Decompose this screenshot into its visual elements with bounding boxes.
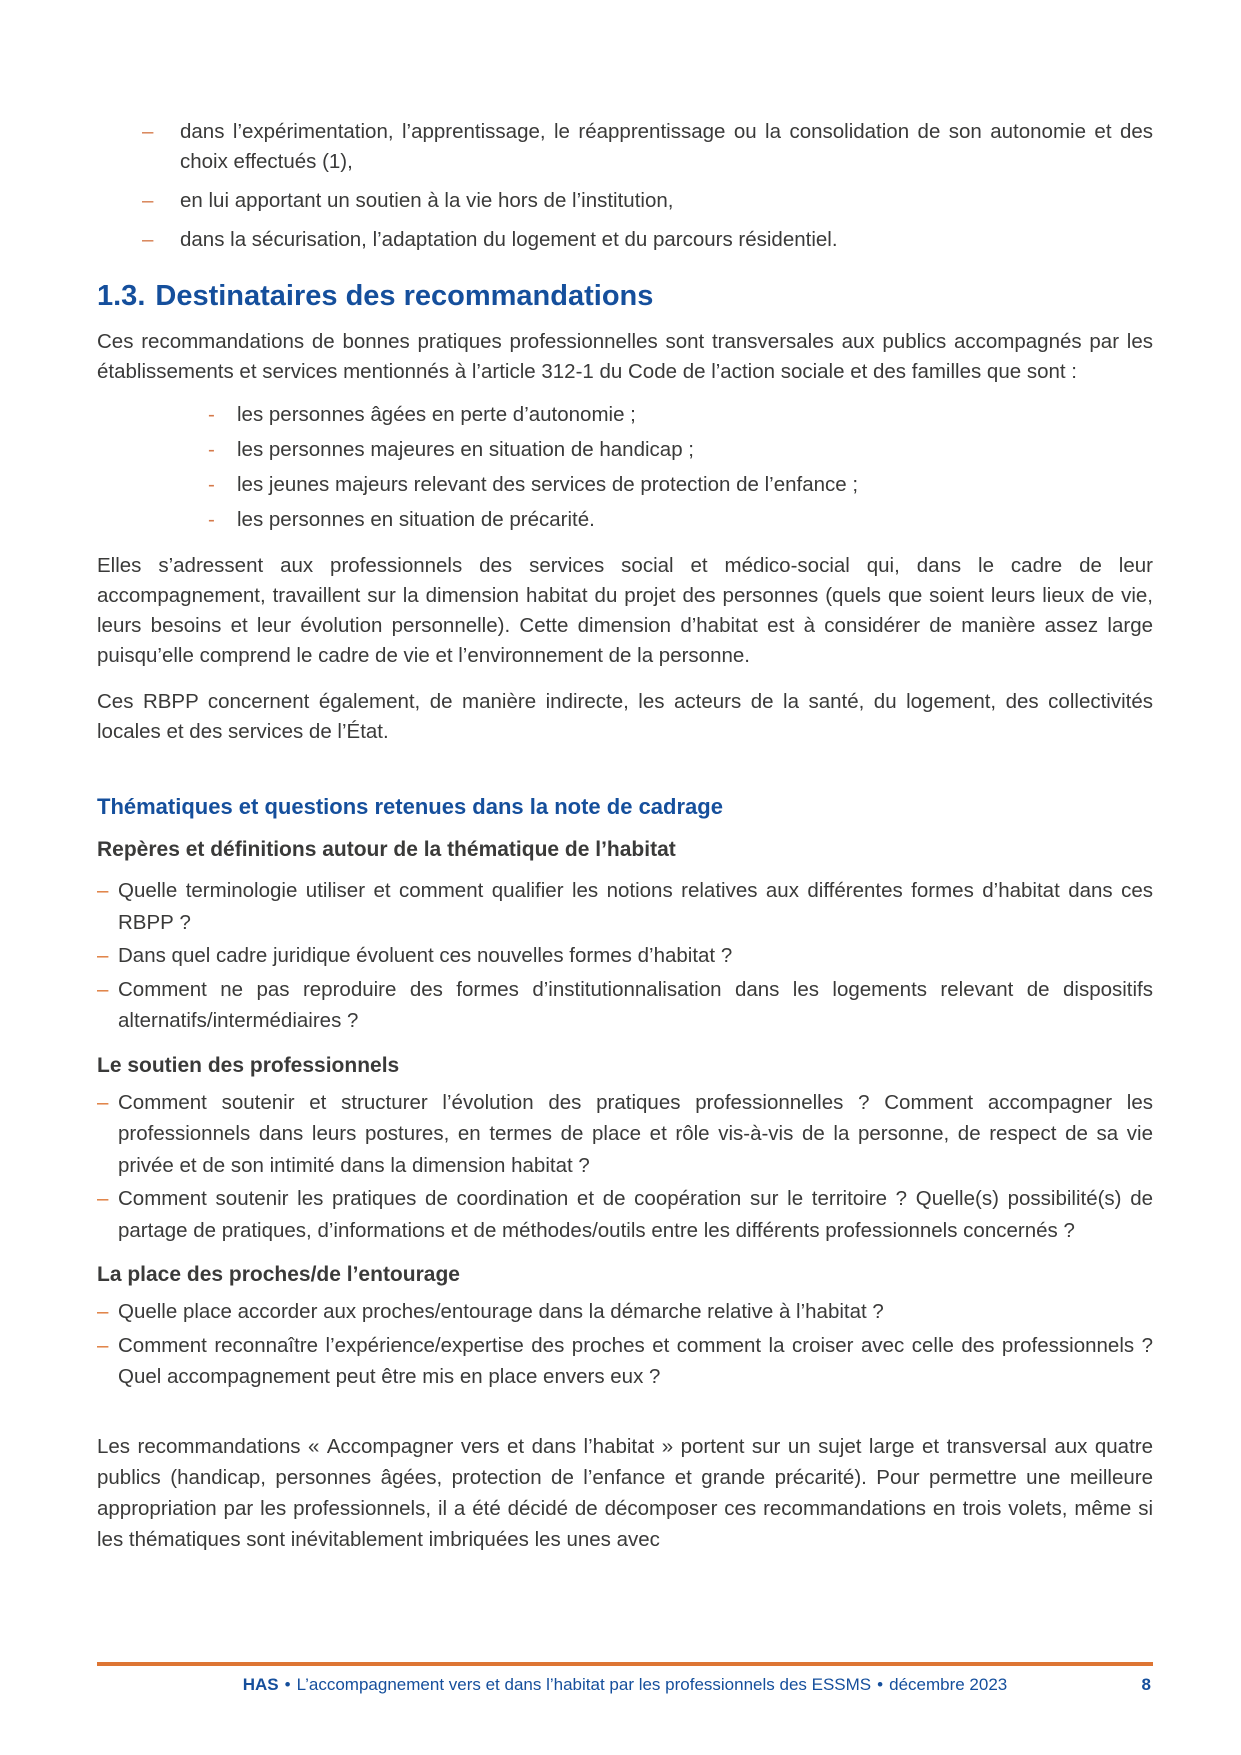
question-text: Comment ne pas reproduire des formes d’institutionnalisation dans les logements relevant de dispositifs alternatifs/intermédiaires ? [118, 977, 1153, 1032]
group-heading-proches: La place des proches/de l’entourage [97, 1263, 460, 1286]
section-number: 1.3. [97, 280, 146, 312]
list-item [97, 467, 1153, 502]
publics-list [97, 397, 1153, 537]
dash-marker: – [97, 944, 109, 967]
bullet-item-text: en lui apportant un soutien à la vie hors de l’institution, [180, 189, 674, 212]
footer-rule [97, 1662, 1153, 1666]
bullet-item [97, 186, 1153, 216]
question-item [97, 875, 1153, 938]
group-heading-soutien: Le soutien des professionnels [97, 1053, 400, 1077]
bullet-item-text: dans l’expérimentation, l’apprentissage, le réapprentissage ou la consolidation de son autonomie et des choix effectués (1), [180, 120, 1153, 173]
dash-marker: – [97, 1300, 109, 1323]
dash-marker: – [142, 228, 154, 251]
question-text: Comment reconnaître l’expérience/expertise des proches et comment la croiser avec celle des professionnels ? Quel accompagnement peut être mis en place envers eux ? [118, 1333, 1153, 1388]
list-item-text: les personnes âgées en perte d’autonomie ; [237, 403, 636, 426]
footer-date: décembre 2023 [889, 1675, 1008, 1694]
dash-marker: – [142, 120, 154, 143]
cadrage-title: Thématiques et questions retenues dans la note de cadrage [97, 794, 723, 819]
hyphen-marker: - [208, 403, 215, 426]
page-content [97, 0, 1153, 1555]
dash-marker: – [142, 189, 154, 212]
question-item [97, 1296, 1153, 1328]
list-item-text: les personnes en situation de précarité. [237, 508, 595, 531]
hyphen-marker: - [208, 473, 215, 496]
question-item [97, 1183, 1153, 1246]
question-text: Comment soutenir les pratiques de coordination et de coopération sur le territoire ? Quelle(s) possibilité(s) de partage de pratiques, d’informations et de méthodes/outils entre les différents professionnels concernés ? [118, 1187, 1153, 1242]
page-footer [97, 1662, 1153, 1695]
intro-bullet-list [97, 0, 1153, 255]
footer-org: HAS [242, 1675, 279, 1694]
question-text: Quelle place accorder aux proches/entourage dans la démarche relative à l’habitat ? [118, 1300, 884, 1323]
footer-doc-title: L’accompagnement vers et dans l’habitat par les professionnels des ESSMS [296, 1675, 872, 1694]
footer-separator: • [284, 1675, 291, 1694]
question-text: Quelle terminologie utiliser et comment qualifier les notions relatives aux différentes formes d’habitat dans ces RBPP ? [118, 879, 1153, 934]
question-item [97, 940, 1153, 972]
bullet-item [97, 225, 1153, 255]
list-item [97, 502, 1153, 537]
question-item [97, 1330, 1153, 1393]
question-text: Dans quel cadre juridique évoluent ces nouvelles formes d’habitat ? [118, 944, 733, 967]
question-text: Comment soutenir et structurer l’évolution des pratiques professionnelles ? Comment accompagner les professionnels dans leurs postures, en termes de place et rôle vis-à-vis de la personne, de respect de sa vie privée et de son intimité dans la dimension habitat ? [118, 1090, 1153, 1177]
dash-marker: – [97, 879, 109, 902]
group-heading-reperes: Repères et définitions autour de la thématique de l’habitat [97, 838, 676, 861]
question-item [97, 974, 1153, 1037]
paragraph-intro: Ces recommandations de bonnes pratiques professionnelles sont transversales aux publics accompagnés par les établissements et services mentionnés à l’article 312-1 du Code de l’action sociale et des familles que sont : [97, 330, 1153, 383]
hyphen-marker: - [208, 508, 215, 531]
list-item-text: les jeunes majeurs relevant des services de protection de l’enfance ; [237, 473, 859, 496]
bullet-item-text: dans la sécurisation, l’adaptation du logement et du parcours résidentiel. [180, 228, 838, 251]
bullet-item [97, 117, 1153, 177]
section-heading [97, 279, 1153, 313]
dash-marker: – [97, 1187, 109, 1210]
dash-marker: – [97, 977, 109, 1001]
list-item [97, 432, 1153, 467]
list-item-text: les personnes majeures en situation de handicap ; [237, 438, 694, 461]
footer-separator: • [877, 1675, 884, 1694]
question-list [97, 1087, 1153, 1247]
question-list [97, 1296, 1153, 1393]
list-item [97, 397, 1153, 432]
closing-paragraph: Les recommandations « Accompagner vers et dans l’habitat » portent sur un sujet large et transversal aux quatre publics (handicap, personnes âgées, protection de l’enfance et grande précarité). Pour permettre une meilleure appropriation par les professionnels, il a été décidé de décomposer ces recommandations en trois volets, même si les thématiques sont inévitablement imbriquées les unes avec [97, 1434, 1153, 1551]
paragraph-addressees: Elles s’adressent aux professionnels des services social et médico-social qui, dans le cadre de leur accompagnement, travaillent sur la dimension habitat du projet des personnes (quels que soient leurs lieux de vie, leurs besoins et leur évolution personnelle). Cette dimension d’habitat est à considérer de manière assez large puisqu’elle comprend le cadre de vie et l’environnement de la personne. [97, 554, 1153, 667]
dash-marker: – [97, 1333, 109, 1357]
paragraph-rbpp: Ces RBPP concernent également, de manière indirecte, les acteurs de la santé, du logement, des collectivités locales et des services de l’État. [97, 690, 1153, 743]
question-list [97, 875, 1153, 1037]
page-number: 8 [1141, 1675, 1151, 1694]
dash-marker: – [97, 1090, 109, 1114]
hyphen-marker: - [208, 438, 215, 461]
section-title: Destinataires des recommandations [155, 280, 654, 312]
footer-text [97, 1675, 1153, 1695]
question-item [97, 1087, 1153, 1182]
